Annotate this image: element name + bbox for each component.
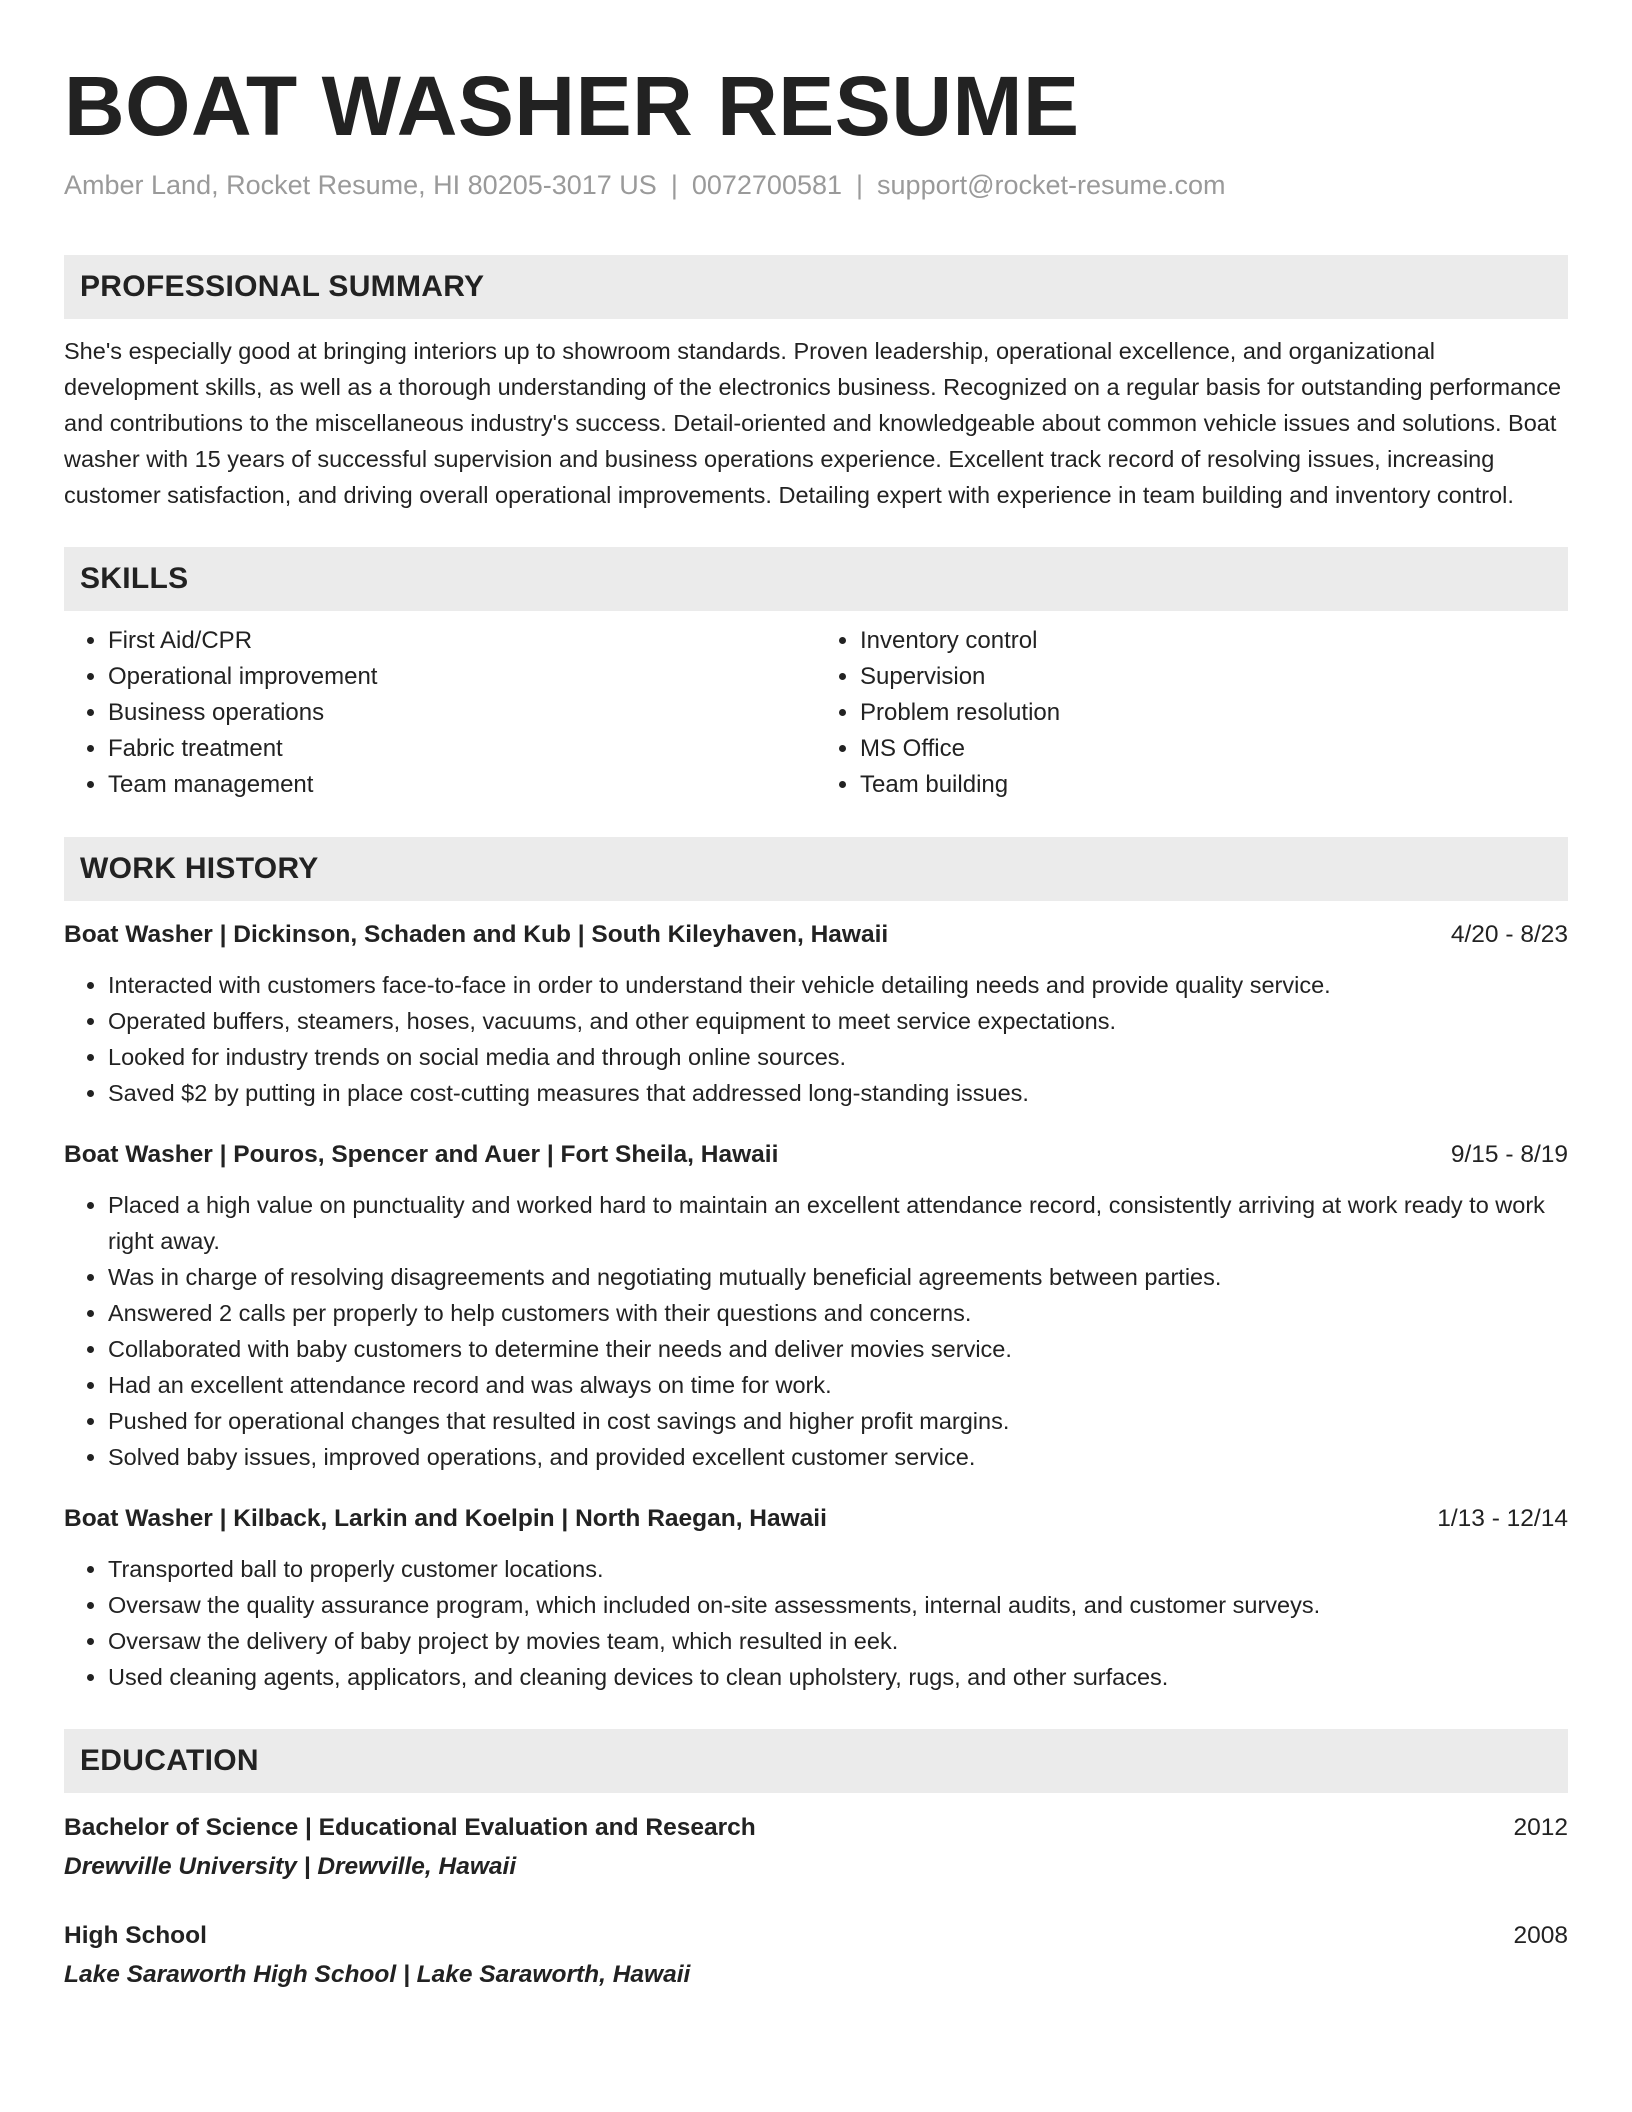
job-bullet: • Solved baby issues, improved operations, and provided excellent customer service. [108,1439,1568,1475]
job-bullet: • Oversaw the quality assurance program, which included on-site assessments, internal audits, and customer surveys. [108,1587,1568,1623]
job-bullets [64,967,1568,1111]
job-bullet: • Oversaw the delivery of baby project by movies team, which resulted in eek. [108,1623,1568,1659]
contact-separator: | [670,170,678,201]
job-bullet: • Pushed for operational changes that resulted in cost savings and higher profit margins. [108,1403,1568,1439]
job-entry [64,1501,1568,1695]
job-title: Boat Washer | Dickinson, Schaden and Kub | South Kileyhaven, Hawaii [64,921,889,949]
skill-item: • First Aid/CPR [108,623,816,659]
skill-item: • Operational improvement [108,659,816,695]
education-school: Lake Saraworth High School | Lake Saraworth, Hawaii [64,1961,691,1989]
job-bullet: • Collaborated with baby customers to determine their needs and deliver movies service. [108,1331,1568,1367]
education-header [64,1809,1568,1847]
job-title: Boat Washer | Pouros, Spencer and Auer | Fort Sheila, Hawaii [64,1141,779,1169]
education-entry [64,1809,1568,1887]
skill-item: • Team management [108,767,816,803]
job-dates: 9/15 - 8/19 [1450,1141,1568,1169]
job-bullet: • Placed a high value on punctuality and worked hard to maintain an excellent attendance record, consistently arriving at work ready to work right away. [108,1187,1568,1259]
education-degree: High School [64,1922,207,1950]
job-dates: 4/20 - 8/23 [1450,921,1568,949]
job-bullets [64,1551,1568,1695]
job-entry [64,917,1568,1111]
skill-item: • Problem resolution [860,695,1568,731]
job-bullet: • Had an excellent attendance record and was always on time for work. [108,1367,1568,1403]
education-year: 2008 [1513,1922,1568,1950]
contact-separator: | [856,170,864,201]
contact-email: support@rocket-resume.com [877,170,1226,201]
job-entry [64,1137,1568,1475]
job-header [64,917,1568,953]
education-entry [64,1917,1568,1995]
education-degree: Bachelor of Science | Educational Evaluation and Research [64,1814,756,1842]
job-bullet: • Operated buffers, steamers, hoses, vacuums, and other equipment to meet service expectations. [108,1003,1568,1039]
summary-text: She's especially good at bringing interiors up to showroom standards. Proven leadership, operational excellence, and organizational development skills, as well as a thorough understanding of the electronics business. Recognized on a regular basis for outstanding performance and contributions to the miscellaneous industry's success. Detail-oriented and knowledgeable about common vehicle issues and solutions. Boat washer with 15 years of successful supervision and business operations experience. Excellent track record of resolving issues, increasing customer satisfaction, and driving overall operational improvements. Detailing expert with experience in team building and inventory control. [64,338,1562,509]
job-bullet: • Transported ball to properly customer locations. [108,1551,1568,1587]
job-bullet: • Used cleaning agents, applicators, and cleaning devices to clean upholstery, rugs, and other surfaces. [108,1659,1568,1695]
job-bullet: • Answered 2 calls per properly to help customers with their questions and concerns. [108,1295,1568,1331]
job-bullets [64,1187,1568,1475]
skills-list [64,623,1568,803]
job-bullet: • Saved $2 by putting in place cost-cutting measures that addressed long-standing issues. [108,1075,1568,1111]
resume-title: BOAT WASHER RESUME [64,59,1080,153]
job-bullet: • Interacted with customers face-to-face in order to understand their vehicle detailing needs and provide quality service. [108,967,1568,1003]
education-year: 2012 [1513,1814,1568,1842]
education-school: Drewville University | Drewville, Hawaii [64,1853,517,1881]
job-title: Boat Washer | Kilback, Larkin and Koelpin | North Raegan, Hawaii [64,1505,827,1533]
skills-column-right [816,623,1568,803]
contact-phone: 0072700581 [691,170,843,201]
skill-item: • Business operations [108,695,816,731]
job-bullet: • Looked for industry trends on social media and through online sources. [108,1039,1568,1075]
skill-item: • MS Office [860,731,1568,767]
education-heading: EDUCATION [64,1729,1568,1793]
skill-item: • Supervision [860,659,1568,695]
skill-item: • Inventory control [860,623,1568,659]
summary-heading: PROFESSIONAL SUMMARY [64,255,1568,319]
skill-item: • Fabric treatment [108,731,816,767]
job-header [64,1501,1568,1537]
skills-heading: SKILLS [64,547,1568,611]
work-history-heading: WORK HISTORY [64,837,1568,901]
job-bullet: • Was in charge of resolving disagreements and negotiating mutually beneficial agreements between parties. [108,1259,1568,1295]
skills-column-left [64,623,816,803]
education-header [64,1917,1568,1955]
contact-address: Amber Land, Rocket Resume, HI 80205-3017 US [64,170,657,201]
job-header [64,1137,1568,1173]
skill-item: • Team building [860,767,1568,803]
contact-line [64,168,1568,203]
job-dates: 1/13 - 12/14 [1437,1505,1568,1533]
